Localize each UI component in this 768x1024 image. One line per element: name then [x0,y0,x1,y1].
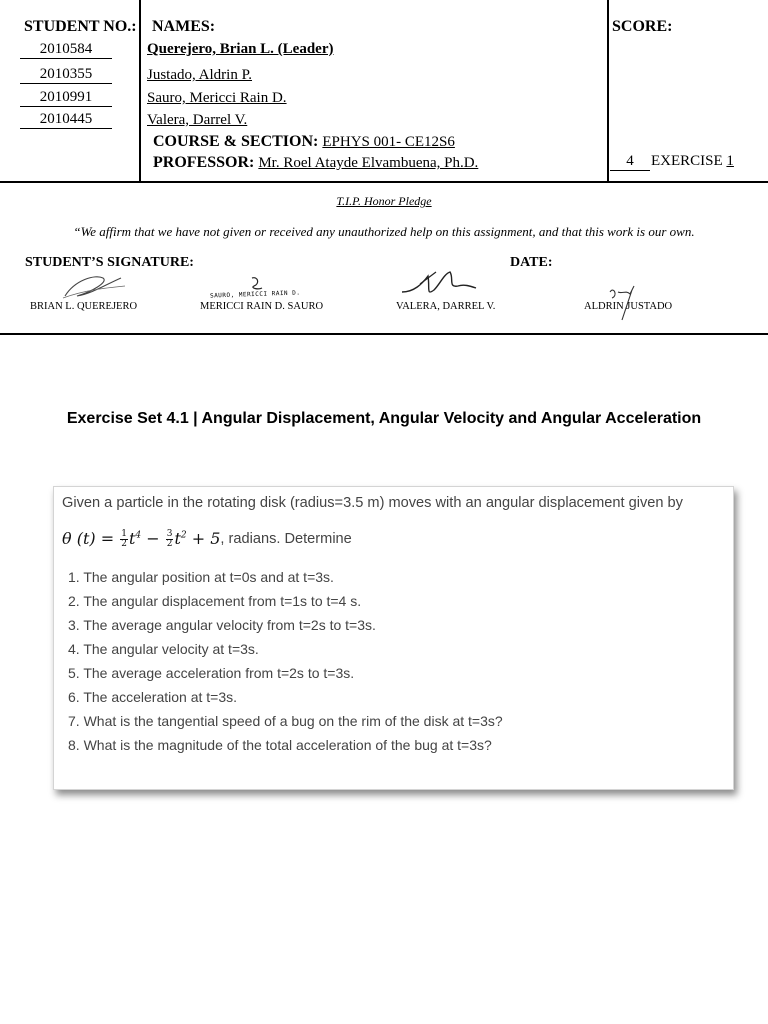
exercise-label-text: EXERCISE [651,153,723,169]
student-no-2: 2010355 [20,65,112,84]
course-label: COURSE & SECTION: [153,133,319,150]
exercise-number-value: 4 [626,153,634,169]
signature-label: STUDENT’S SIGNATURE: [25,255,194,270]
question-box [53,486,734,790]
exercise-sub: 1 [726,153,734,169]
question-4: 4. The angular velocity at t=3s. [68,641,259,657]
signatory-justado: ALDRIN JUSTADO [584,301,673,312]
professor-value: Mr. Roel Atayde Elvambuena, Ph.D. [258,155,479,171]
question-7: 7. What is the tangential speed of a bug on the rim of the disk at t=3s? [68,713,503,729]
question-1: 1. The angular position at t=0s and at t=3s. [68,569,334,585]
student-no-label: STUDENT NO.: [24,18,137,35]
equation-suffix: , radians. Determine [220,531,352,547]
course-value: EPHYS 001- CE12S6 [322,134,455,150]
student-name-leader: Querejero, Brian L. (Leader) [147,41,334,57]
course-section [153,133,455,151]
signatory-querejero: BRIAN L. QUEREJERO [30,301,138,312]
signature-querejero [55,270,135,302]
pledge-text: “We affirm that we have not given or received any unauthorized help on this assignment, and that this work is our own. [73,224,695,239]
exercise-label [651,153,734,170]
question-intro: Given a particle in the rotating disk (radius=3.5 m) moves with an angular displacement given by [62,495,683,511]
exercise-title: Exercise Set 4.1 | Angular Displacement, Angular Velocity and Angular Acceleration [66,410,702,427]
student-name-4: Valera, Darrel V. [147,112,248,128]
signature-sauro-text: SAURO, MERICCI RAIN D. [209,289,301,300]
score-label: SCORE: [612,18,673,35]
pledge-bottom-rule [0,333,768,335]
student-no-3: 2010991 [20,88,112,107]
student-no-4: 2010445 [20,110,112,129]
question-5: 5. The average acceleration from t=2s to t=3s. [68,665,355,681]
header-bottom-rule [0,181,768,183]
signatory-sauro: MERICCI RAIN D. SAURO [200,301,324,312]
date-label: DATE: [510,255,553,270]
signature-valera [400,266,480,300]
student-name-2: Justado, Aldrin P. [147,67,253,83]
names-label: NAMES: [152,18,216,35]
pledge-title: T.I.P. Honor Pledge [336,194,432,208]
signatory-valera: VALERA, DARREL V. [396,301,496,312]
exercise-number [610,153,650,171]
table-divider-right [607,0,609,182]
table-divider-left [139,0,141,182]
question-2: 2. The angular displacement from t=1s to t=4 s. [68,593,362,609]
question-3: 3. The average angular velocity from t=2s to t=3s. [68,617,376,633]
equation-line [62,529,352,549]
professor [153,154,478,172]
student-no-1: 2010584 [20,40,112,59]
professor-label: PROFESSOR: [153,154,255,171]
student-name-3: Sauro, Mericci Rain D. [147,90,287,106]
question-6: 6. The acceleration at t=3s. [68,689,238,705]
equation: θ (t) = $\frac{1}{2}$ $t^4$ − $\frac{3}{2}$ $t^2 + 5$ [62,529,221,549]
question-8: 8. What is the magnitude of the total acceleration of the bug at t=3s? [68,737,492,753]
